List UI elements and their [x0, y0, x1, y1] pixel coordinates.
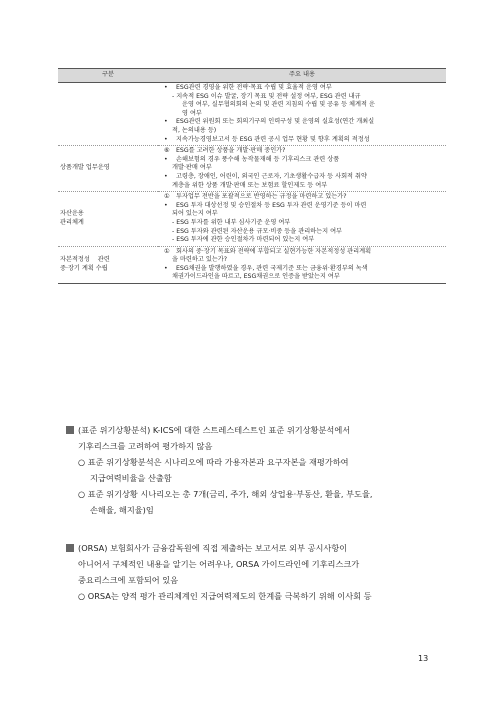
content-line: [162, 236, 442, 245]
content-text: ESG채권을 발행하였을 경우, 관련 국제기준 또는 금융위·환경부의 녹색: [176, 264, 368, 272]
square-bullet-icon: [66, 426, 74, 434]
row-category-line: 중·장기 계획 수립: [60, 264, 108, 272]
content-line: [162, 93, 442, 102]
header-content: 주요 내용: [158, 69, 446, 83]
paragraph-line: [66, 502, 436, 518]
content-line: [162, 193, 442, 202]
content-text: 영 여부: [182, 109, 202, 117]
content-text: 회사의 중·장기 목표와 전략에 부합되고 실현가능한 자본적정성 관리계획: [176, 247, 372, 255]
content-text: 적, 논의내용 등): [172, 126, 217, 134]
paragraph-line: [66, 540, 436, 556]
bullet-marker: ①: [164, 193, 170, 201]
content-text: 개발·판매 여부: [172, 164, 212, 172]
row-category: [58, 246, 158, 283]
row-category-line: 상품개발 업무운영: [60, 164, 110, 172]
content-text: - 지속적 ESG 이슈 발굴, 장기 목표 및 전략 설정 여부, ESG 관련 내규: [172, 92, 361, 100]
row-content: [158, 246, 446, 283]
paragraph-line: [66, 588, 436, 604]
content-line: [162, 118, 442, 127]
paragraph-text: (ORSA) 보험회사가 금융감독원에 직접 제출하는 보고서로 외부 공시사항이: [78, 543, 348, 553]
row-category: [58, 83, 158, 146]
table-row: [58, 83, 446, 146]
table-header-row: [58, 69, 446, 83]
paragraph-line: [66, 486, 436, 502]
content-text: - ESG 투자를 위한 내부 심사기준 운영 여부: [172, 218, 291, 226]
paragraph-text: ○ 표준 위기상황분석은 시나리오에 따라 가용자본과 요구자본을 재평가하여: [78, 457, 349, 467]
content-line: [162, 147, 442, 156]
bullet-marker: •: [164, 155, 168, 163]
table-row: [58, 146, 446, 192]
content-text: 지속가능경영보고서 등 ESG 관련 공시 업무 현황 및 향후 계획의 적정성: [176, 135, 370, 143]
paragraph-text: 손해율, 해지율)임: [90, 505, 154, 515]
content-line: [162, 101, 442, 110]
content-text: ESG관련 경영을 위한 전략·목표 수립 및 효율적 운영 여부: [176, 84, 332, 91]
paragraph-line: [66, 572, 436, 588]
content-text: 투자업무 전반을 포괄적으로 반영하는 규정을 마련하고 있는가?: [176, 193, 347, 201]
bullet-marker: •: [164, 84, 168, 91]
paragraph-text: 아니어서 구체적인 내용을 알기는 어려우나, ORSA 가이드라인에 기후리스크가: [78, 559, 360, 569]
row-category: [58, 192, 158, 247]
content-line: [162, 210, 442, 219]
row-category-line: 자본적정성 관련: [60, 256, 110, 264]
row-content: [158, 192, 446, 247]
paragraph-line: [66, 454, 436, 470]
table-row: [58, 192, 446, 247]
paragraph-line: [66, 438, 436, 454]
bullet-marker: •: [164, 172, 168, 180]
content-text: 채권가이드라인을 따르고, ESG채권으로 인증을 받았는지 여부: [172, 273, 340, 281]
content-text: 고령층, 장애인, 어린이, 외국인 근로자, 기초생활수급자 등 사회적 취약: [176, 172, 367, 180]
bullet-marker: •: [164, 264, 168, 272]
content-text: 손해보험의 경우 풍수해 농작물재해 등 기후리스크 관련 상품: [176, 155, 340, 163]
content-text: 운영 여부, 실무협의회의 논의 및 관련 지침의 수립 및 공유 등 체계적 운: [182, 101, 375, 109]
content-line: [162, 248, 442, 257]
content-line: [162, 164, 442, 173]
section-orsa: [66, 540, 436, 604]
row-category-line: 자산운용: [60, 210, 84, 218]
row-content: [158, 83, 446, 146]
content-text: ESG관련 위원회 또는 회의기구의 인력구성 및 운영의 실효성(연간 개최실: [176, 118, 375, 126]
paragraph-text: 기후리스크를 고려하여 평가하지 않음: [78, 441, 213, 451]
content-text: 되어 있는지 여부: [172, 210, 218, 218]
paragraph-line: [66, 422, 436, 438]
content-text: ESG 투자 대상선정 및 승인절차 등 ESG 투자 관련 운영기준 등이 마련: [176, 201, 367, 209]
content-line: [162, 173, 442, 182]
paragraph-text: ○ ORSA는 양적 평가 관리체계인 지급여력제도의 한계를 극복하기 위해 이사회 등: [78, 591, 372, 601]
content-text: 을 마련하고 있는가?: [172, 256, 228, 264]
header-category: 구분: [58, 69, 158, 83]
paragraph-text: 지급여력비율을 산출함: [90, 473, 172, 483]
evaluation-table: [58, 68, 446, 284]
paragraph-text: (표준 위기상황분석) K-ICS에 대한 스트레스테스트인 표준 위기상황분석에서: [78, 425, 351, 435]
content-line: [162, 219, 442, 228]
bullet-marker: ①: [164, 247, 170, 255]
bullet-marker: •: [164, 135, 168, 143]
section-standard-stress-test: [66, 422, 436, 518]
paragraph-line: [66, 556, 436, 572]
paragraph-text: 중요리스크에 포함되어 있음: [78, 575, 179, 585]
content-text: - ESG 투자와 관련된 자산운용 규모·비중 등을 관리하는지 여부: [172, 227, 343, 235]
row-category: [58, 146, 158, 192]
content-line: [162, 127, 442, 136]
content-line: [162, 182, 442, 191]
bullet-marker: •: [164, 118, 168, 126]
content-text: - ESG 투자에 관한 승인절차가 마련되어 있는지 여부: [172, 236, 315, 244]
square-bullet-icon: [66, 544, 74, 552]
paragraph-text: ○ 표준 위기상황 시나리오는 총 7개(금리, 주가, 해외 상업용·부동산, 환율, 부도율,: [78, 489, 373, 499]
bullet-marker: ⑥: [164, 147, 170, 155]
paragraph-line: [66, 470, 436, 486]
row-content: [158, 146, 446, 192]
content-line: [162, 228, 442, 237]
content-line: [162, 256, 442, 265]
content-text: 계층을 위한 상품 개발·판매 또는 보험료 할인제도 등 여부: [172, 181, 328, 189]
content-line: [162, 273, 442, 282]
bullet-marker: •: [164, 201, 168, 209]
content-line: [162, 136, 442, 145]
content-text: ESG를 고려한 상품을 개발·판매 중인가?: [176, 147, 286, 155]
page-number: 13: [418, 654, 429, 663]
content-line: [162, 84, 442, 93]
table-row: [58, 246, 446, 283]
row-category-line: 관리체계: [60, 218, 84, 226]
